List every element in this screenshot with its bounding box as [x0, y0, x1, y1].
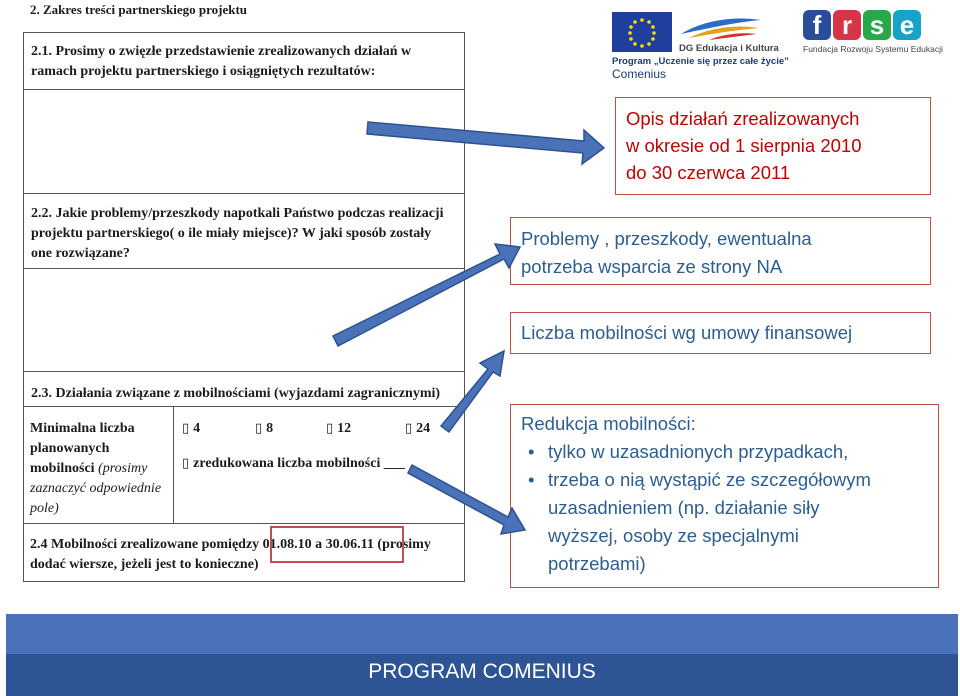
program-caption-line-2: Comenius [612, 67, 667, 81]
frse-letter-f: f [803, 10, 831, 40]
callout-activities-line-3: do 30 czerwca 2011 [626, 162, 791, 183]
callout-problems-line-1: Problemy , przeszkody, ewentualna [521, 228, 812, 249]
program-caption-line-1: Program „Uczenie się przez całe życie” [612, 56, 789, 67]
question-2-4-text: 2.4 Mobilności zrealizowane pomiędzy [30, 537, 260, 552]
min-mobility-hint-c: pole) [30, 501, 59, 516]
option-reduced-label: zredukowana liczba mobilności ___ [193, 456, 405, 471]
frse-letter-s: s [863, 10, 891, 40]
bullet-1-line-1: • tylko w uzasadnionych przypadkach, [548, 441, 849, 462]
footer-band-top [6, 614, 958, 654]
checkbox-icon[interactable]: ▯ [405, 421, 413, 436]
frse-caption: Fundacja Rozwoju Systemu Edukacji [803, 44, 943, 54]
callout-problems-line-2: potrzeba wsparcia ze strony NA [521, 256, 783, 277]
callout-activities-line-1: Opis działań zrealizowanych [626, 108, 860, 129]
bullet-2-line-3: wyższej, osoby ze specjalnymi [548, 525, 799, 546]
bullet-2-line-4: potrzebami) [548, 553, 646, 574]
question-2-4-hint: (prosimy [377, 537, 431, 552]
arrow-to-activities [367, 122, 604, 164]
question-2-2-line-1: 2.2. Jakie problemy/przeszkody napotkali Państwo podczas realizacji [31, 206, 444, 221]
min-mobility-hint-a: (prosimy [98, 461, 148, 476]
arrow-to-mobility-count [441, 351, 504, 432]
option-8-label: 8 [266, 421, 274, 436]
min-mobility-line-2: planowanych [30, 441, 110, 456]
callout-mobility-count-text: Liczba mobilności wg umowy finansowej [521, 322, 853, 343]
question-2-1-line-2: ramach projektu partnerskiego i osiągniętych rezultatów: [31, 64, 376, 79]
question-2-2-line-3: one rozwiązane? [31, 246, 130, 261]
checkbox-icon[interactable]: ▯ [326, 421, 334, 436]
option-12-label: 12 [337, 421, 352, 436]
question-2-4-dates: 01.08.10 a 30.06.11 [262, 537, 374, 552]
eu-caption: DG Edukacja i Kultura [679, 43, 779, 54]
min-mobility-line-3: mobilności [30, 461, 95, 476]
question-2-2-line-2: projektu partnerskiego( o ile miały miejsce)? W jaki sposób zostały [31, 226, 432, 241]
min-mobility-line-1: Minimalna liczba [30, 421, 135, 436]
bullet-2-line-2: uzasadnieniem (np. działanie siły [548, 497, 820, 518]
checkbox-icon[interactable]: ▯ [255, 421, 263, 436]
question-2-1-line-1: 2.1. Prosimy o zwięzłe przedstawienie zrealizowanych działań w [31, 44, 412, 59]
arrow-to-reduction [408, 465, 525, 534]
question-2-3-title: 2.3. Działania związane z mobilnościami (wyjazdami zagranicznymi) [31, 386, 441, 401]
section-title: 2. Zakres treści partnerskiego projektu [30, 2, 248, 17]
option-4-label: 4 [193, 421, 201, 436]
frse-letter-r: r [833, 10, 861, 40]
frse-letter-e: e [893, 10, 921, 40]
option-24-label: 24 [416, 421, 431, 436]
callout-activities-line-2: w okresie od 1 sierpnia 2010 [626, 135, 862, 156]
callout-reduction-title: Redukcja mobilności: [521, 413, 696, 434]
min-mobility-hint-b: zaznaczyć odpowiednie [30, 481, 162, 496]
footer-label: PROGRAM COMENIUS [368, 660, 596, 683]
arrow-to-problems [333, 244, 520, 346]
checkbox-icon[interactable]: ▯ [182, 456, 190, 471]
question-2-4-line-2: dodać wiersze, jeżeli jest to konieczne) [30, 557, 259, 572]
bullet-2-line-1: • trzeba o nią wystąpić ze szczegółowym [548, 469, 871, 490]
checkbox-icon[interactable]: ▯ [182, 421, 190, 436]
